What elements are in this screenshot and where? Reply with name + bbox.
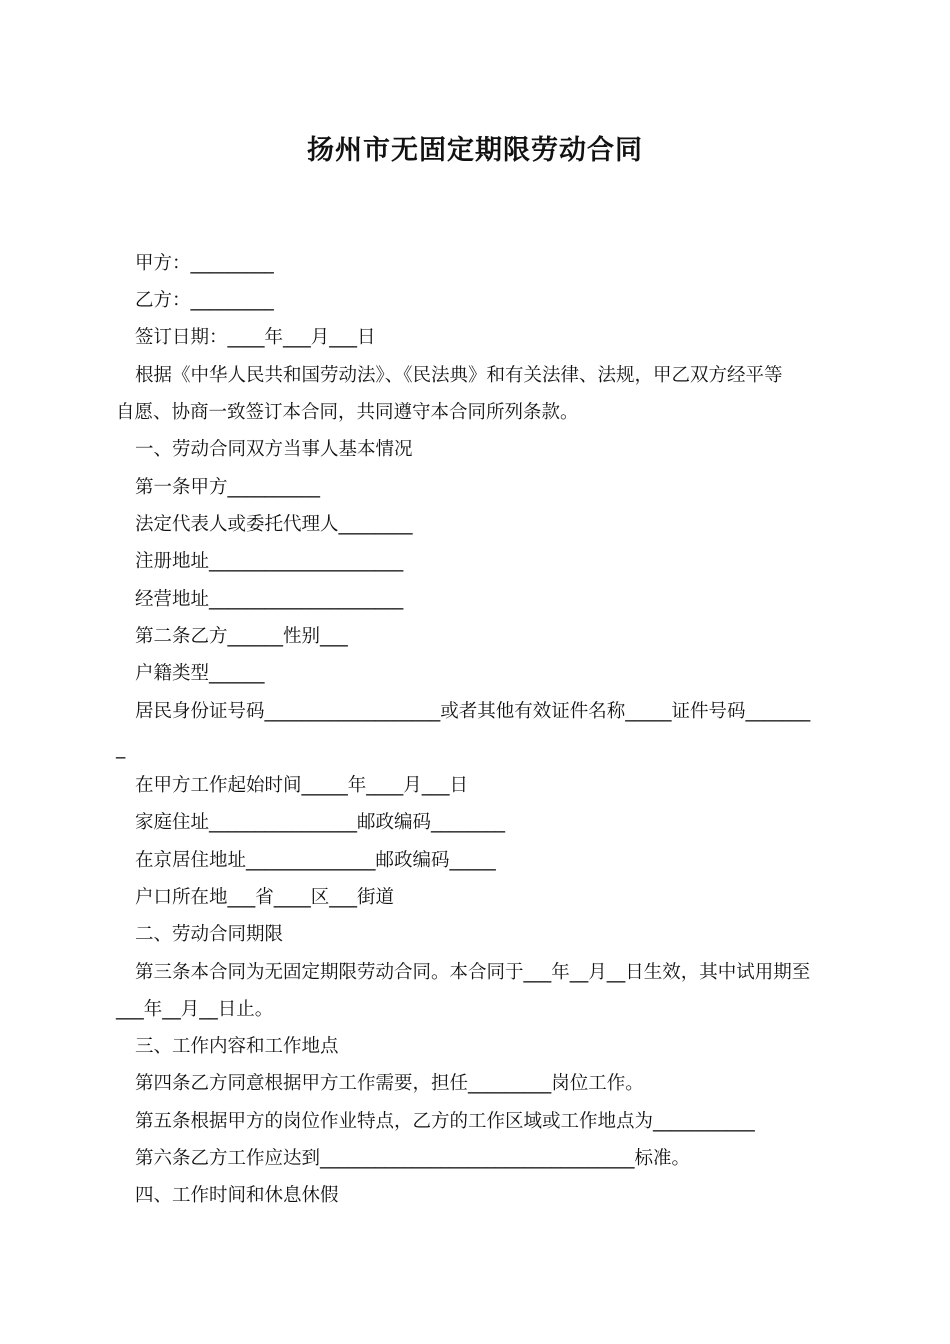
party-b-line: 乙方：_________: [135, 290, 274, 311]
registered-address-line: 注册地址_____________________: [135, 551, 404, 572]
article-5-line: 第五条根据甲方的岗位作业特点，乙方的工作区域或工作地点为___________: [135, 1111, 755, 1132]
preamble-line-2: 自愿、协商一致签订本合同，共同遵守本合同所列条款。: [116, 402, 579, 423]
signing-date-line: 签订日期：____年___月___日: [135, 327, 376, 348]
legal-representative-line: 法定代表人或委托代理人________: [135, 514, 413, 535]
article-2-line: 第二条乙方______性别___: [135, 626, 348, 647]
section-heading-1: 一、劳动合同双方当事人基本情况: [135, 439, 413, 460]
section-heading-3: 三、工作内容和工作地点: [135, 1036, 339, 1057]
household-type-line: 户籍类型______: [135, 663, 265, 684]
article-3-line-2: ___年__月__日止。: [116, 999, 274, 1020]
document-title: 扬州市无固定期限劳动合同: [307, 135, 643, 166]
hukou-location-line: 户口所在地___省____区___街道: [135, 887, 395, 908]
section-heading-4: 四、工作时间和休息休假: [135, 1185, 339, 1206]
article-4-line: 第四条乙方同意根据甲方工作需要，担任_________岗位工作。: [135, 1073, 644, 1094]
article-3-line-1: 第三条本合同为无固定期限劳动合同。本合同于___年__月__日生效，其中试用期至: [135, 962, 811, 983]
id-number-continuation: _: [116, 738, 126, 759]
start-time-line: 在甲方工作起始时间_____年____月___日: [135, 775, 469, 796]
party-a-line: 甲方：_________: [135, 253, 274, 274]
business-address-line: 经营地址_____________________: [135, 589, 404, 610]
id-number-line: 居民身份证号码___________________或者其他有效证件名称_____证件号码_______: [135, 701, 811, 722]
home-address-line: 家庭住址________________邮政编码________: [135, 812, 506, 833]
preamble-line-1: 根据《中华人民共和国劳动法》、《民法典》和有关法律、法规，甲乙双方经平等: [135, 365, 783, 386]
section-heading-2: 二、劳动合同期限: [135, 924, 284, 945]
article-1-line: 第一条甲方__________: [135, 477, 321, 498]
beijing-address-line: 在京居住地址______________邮政编码_____: [135, 850, 496, 871]
article-6-line: 第六条乙方工作应达到__________________________________标准。: [135, 1148, 691, 1169]
